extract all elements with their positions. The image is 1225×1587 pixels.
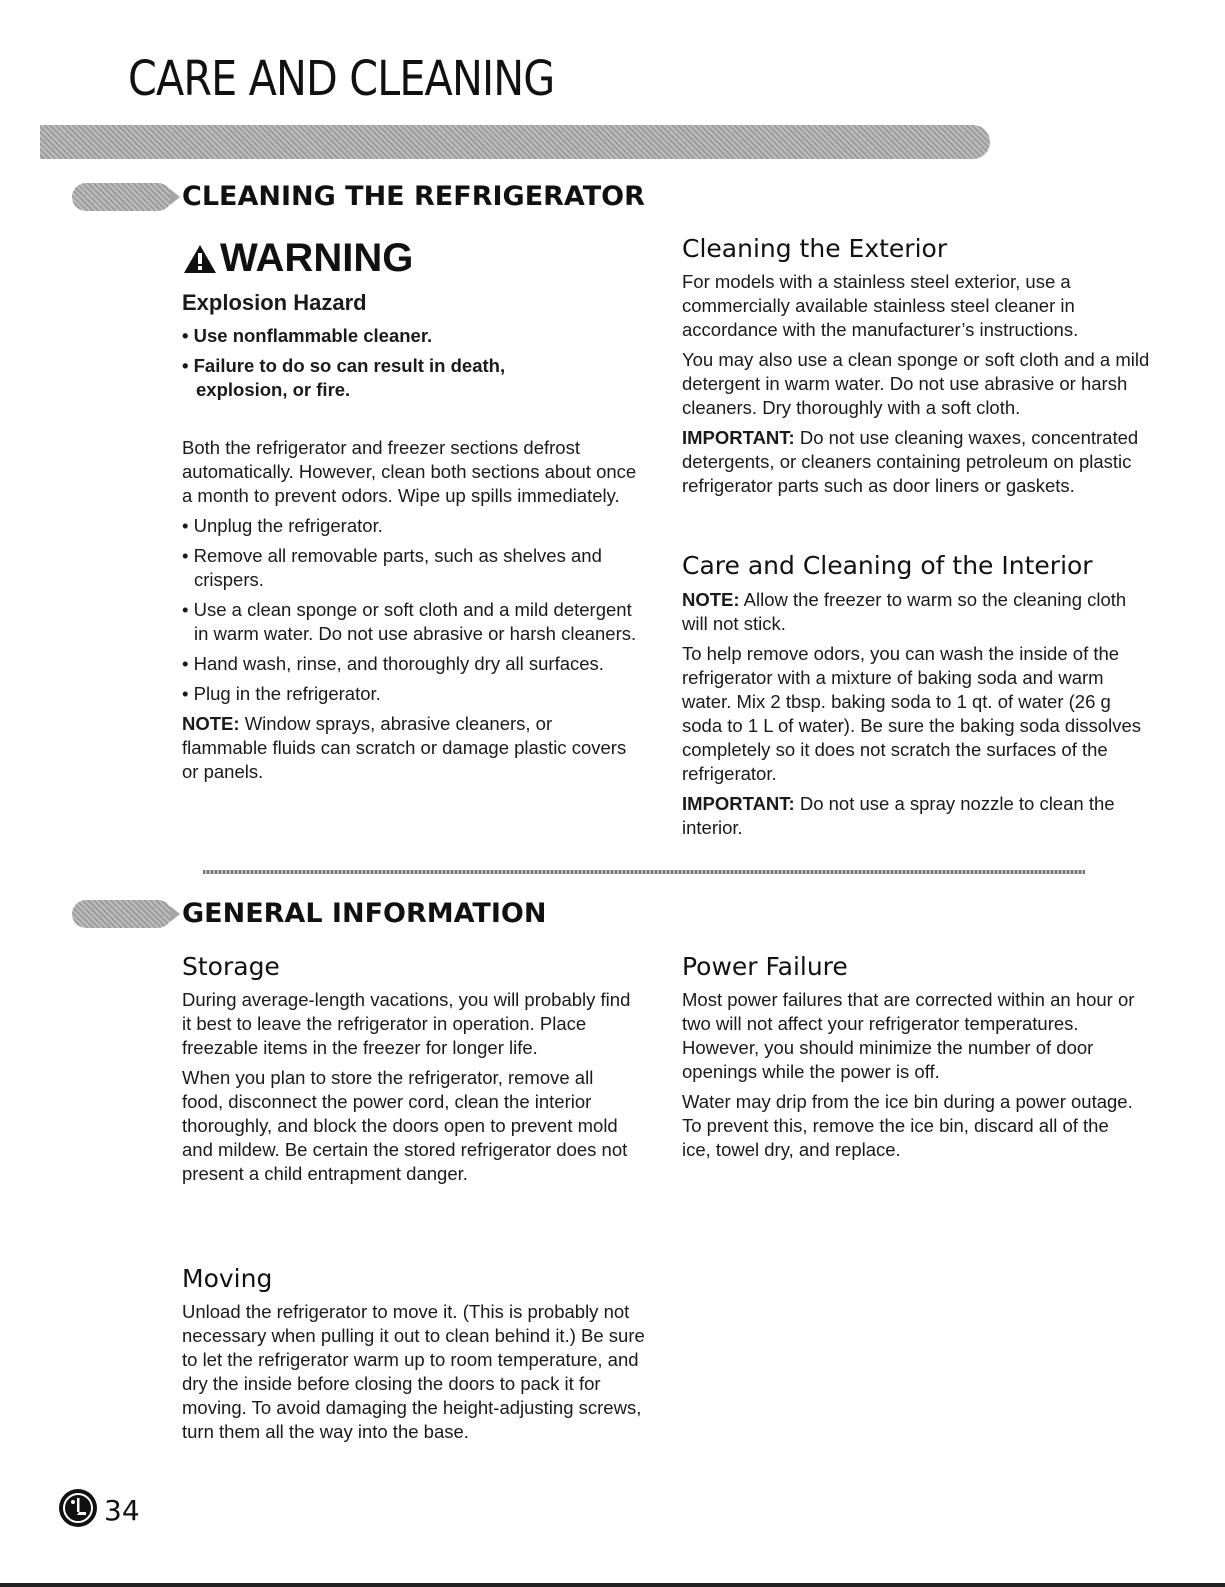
interior-note [682, 588, 1152, 636]
section-tab-decoration [72, 183, 172, 211]
lg-logo-icon [58, 1488, 98, 1528]
cleaning-intro: Both the refrigerator and freezer sections defrost automatically. However, clean both sections about once a month to prevent odors. Wipe up spills immediately. [182, 437, 637, 506]
moving-paragraph: Unload the refrigerator to move it. (This is probably not necessary when pulling it out to clean behind it.) Be sure to let the refrigerator warm up to room temperature, and dry the inside before closing the doors to pack it for moving. To avoid damaging the height-adjusting screws, turn them all the way into the base. [182, 1301, 645, 1442]
important-label: IMPORTANT: [682, 793, 795, 814]
interior-body [682, 588, 1152, 846]
exterior-body [682, 270, 1152, 504]
note-label: NOTE: [182, 713, 240, 734]
list-item: • Hand wash, rinse, and thoroughly dry all surfaces. [182, 652, 637, 676]
important-text: Do not use a spray nozzle to clean the interior. [682, 793, 1115, 838]
exterior-important [682, 426, 1152, 498]
page-number: 34 [104, 1494, 140, 1527]
bottom-rule [0, 1583, 1225, 1587]
warning-label: WARNING [220, 236, 414, 280]
page-title: CARE AND CLEANING [128, 51, 555, 107]
cleaning-note [182, 712, 637, 784]
power-paragraph: Most power failures that are corrected within an hour or two will not affect your refrigerator temperatures. However, you should minimize the number of door openings while the power is off. [682, 989, 1135, 1082]
interior-heading: Care and Cleaning of the Interior [682, 551, 1093, 580]
cleaning-steps [182, 514, 637, 706]
warning-bullet: • Use nonflammable cleaner. [182, 325, 433, 346]
storage-paragraph: During average-length vacations, you will probably find it best to leave the refrigerator in operation. Place freezable items in the freezer for longer life. [182, 989, 631, 1058]
warning-bullet: • Failure to do so can result in death, explosion, or fire. [182, 355, 506, 400]
storage-body [182, 988, 632, 1192]
warning-title [182, 236, 413, 281]
title-bar-decoration [40, 125, 990, 159]
section-divider [203, 870, 1085, 874]
interior-important [682, 792, 1152, 840]
power-paragraph: Water may drip from the ice bin during a power outage. To prevent this, remove the ice bin, discard all of the ice, towel dry, and replace. [682, 1091, 1133, 1160]
hazard-title: Explosion Hazard [182, 290, 367, 315]
warning-triangle-icon [182, 243, 218, 275]
moving-body [182, 1300, 657, 1450]
note-text: Window sprays, abrasive cleaners, or flammable fluids can scratch or damage plastic covers or panels. [182, 713, 627, 782]
exterior-paragraph: You may also use a clean sponge or soft cloth and a mild detergent in warm water. Do not use abrasive or harsh cleaners. Dry thoroughly with a soft cloth. [682, 349, 1150, 418]
power-body [682, 988, 1142, 1168]
cleaning-body [182, 436, 637, 790]
section-heading-general: GENERAL INFORMATION [182, 898, 547, 929]
section-tab-decoration [72, 900, 172, 928]
list-item: • Unplug the refrigerator. [182, 514, 637, 538]
list-item: • Plug in the refrigerator. [182, 682, 637, 706]
section-heading-cleaning: CLEANING THE REFRIGERATOR [182, 181, 645, 212]
power-heading: Power Failure [682, 952, 848, 981]
interior-paragraph: To help remove odors, you can wash the inside of the refrigerator with a mixture of baking soda and warm water. Mix 2 tbsp. baking soda to 1 qt. of water (26 g soda to 1 L of water). Be sure the baking soda dissolves completely so it does not scratch the surfaces of the refrigerator. [682, 643, 1141, 784]
note-text: Allow the freezer to warm so the cleaning cloth will not stick. [682, 589, 1127, 634]
important-text: Do not use cleaning waxes, concentrated detergents, or cleaners containing petroleum on plastic refrigerator parts such as door liners or gaskets. [682, 427, 1139, 496]
important-label: IMPORTANT: [682, 427, 795, 448]
exterior-paragraph: For models with a stainless steel exterior, use a commercially available stainless steel cleaner in accordance with the manufacturer’s instructions. [682, 271, 1079, 340]
list-item: • Use a clean sponge or soft cloth and a mild detergent in warm water. Do not use abrasive or harsh cleaners. [182, 598, 637, 646]
moving-heading: Moving [182, 1264, 273, 1293]
exterior-heading: Cleaning the Exterior [682, 234, 948, 263]
storage-paragraph: When you plan to store the refrigerator, remove all food, disconnect the power cord, clean the interior thoroughly, and block the doors open to prevent mold and mildew. Be certain the stored refrigerator does not present a child entrapment danger. [182, 1067, 628, 1184]
storage-heading: Storage [182, 952, 280, 981]
note-label: NOTE: [682, 589, 740, 610]
list-item: • Remove all removable parts, such as shelves and crispers. [182, 544, 637, 592]
warning-bullets [182, 324, 582, 402]
